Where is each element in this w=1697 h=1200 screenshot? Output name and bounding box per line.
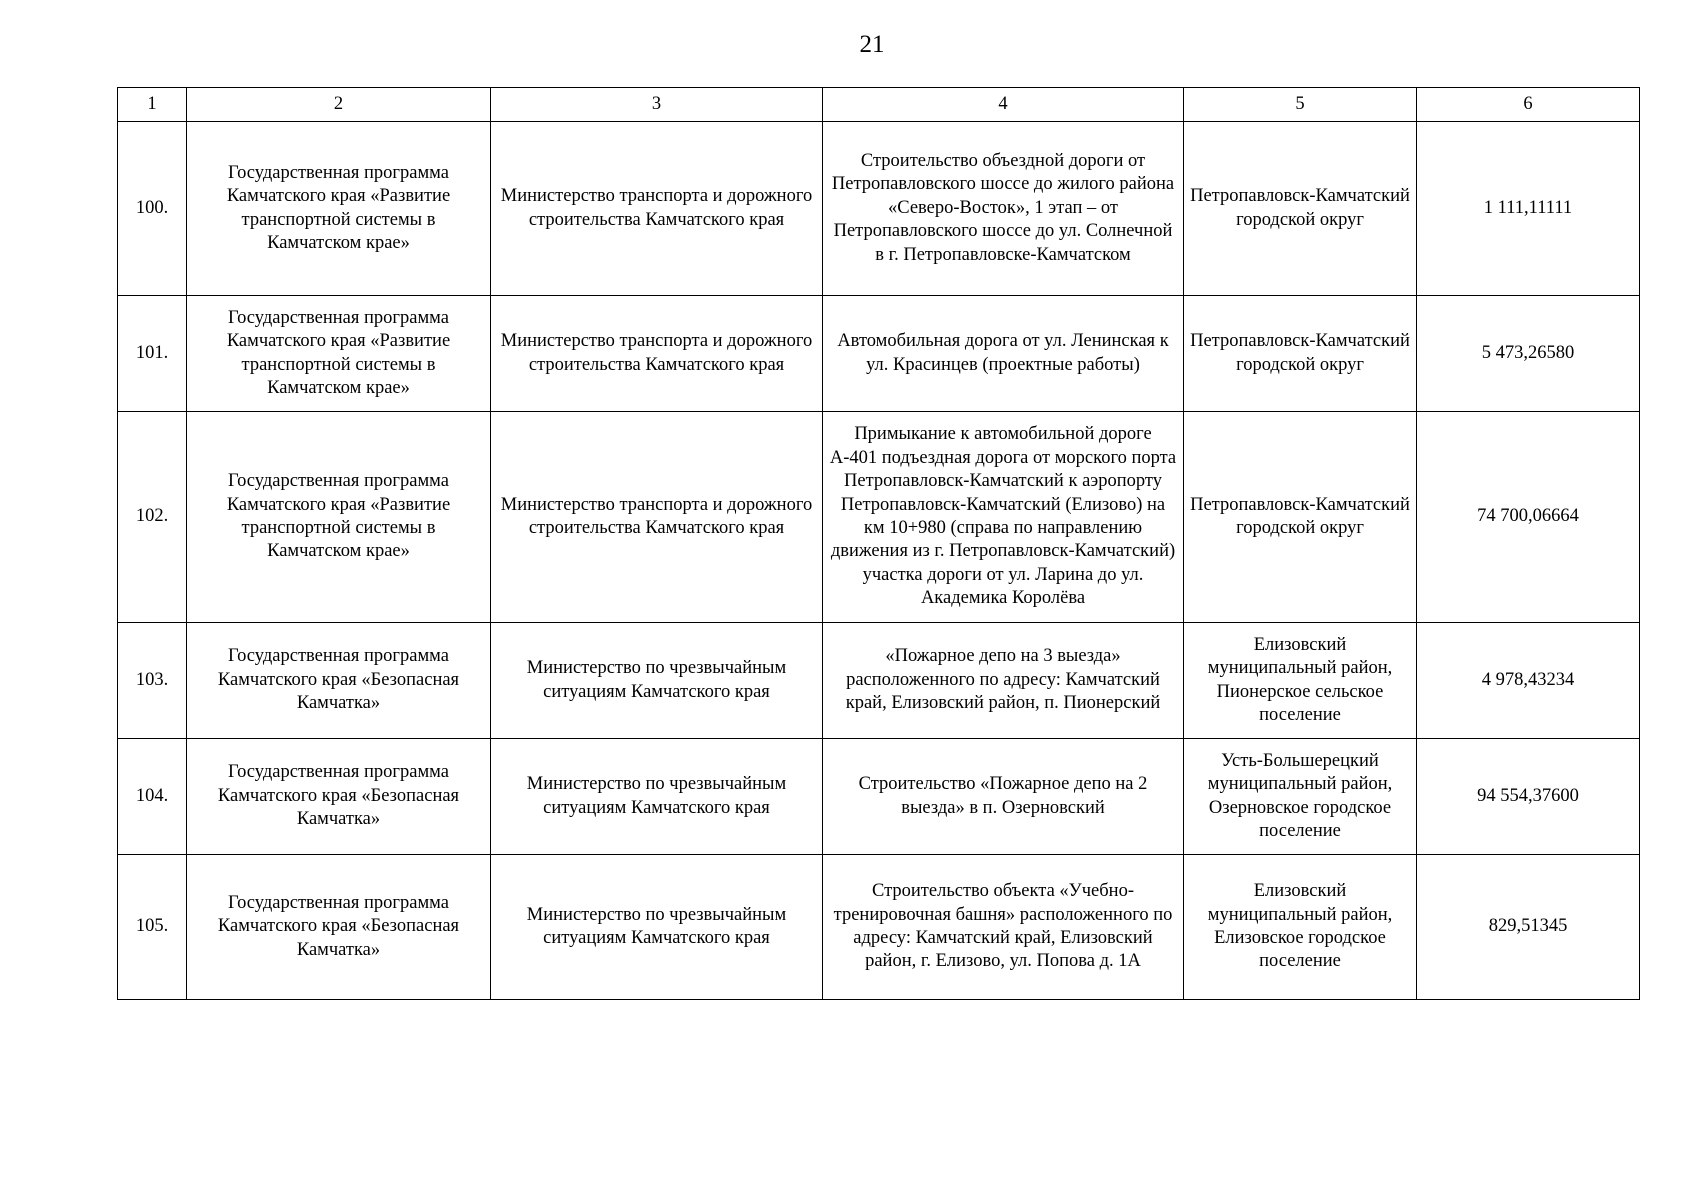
municipality-cell: Петропавловск-Камчатский городской округ	[1184, 296, 1417, 412]
row-number: 103.	[118, 623, 187, 739]
page-number: 21	[859, 31, 885, 58]
ministry-cell: Министерство транспорта и дорожного строительства Камчатского края	[491, 122, 823, 296]
municipality-cell: Петропавловск-Камчатский городской округ	[1184, 122, 1417, 296]
object-cell: Примыкание к автомобильной дороге А-401 подъездная дорога от морского порта Петропавловск-Камчатский к аэропорту Петропавловск-Камчатский (Елизово) на км 10+980 (справа по направлению движения из г. Петропавловск-Камчатский) участка дороги от ул. Ларина до ул. Академика Королёва	[823, 412, 1184, 623]
column-header: 6	[1417, 88, 1640, 122]
column-header: 3	[491, 88, 823, 122]
row-number: 105.	[118, 855, 187, 1000]
column-header: 1	[118, 88, 187, 122]
amount-cell: 94 554,37600	[1417, 739, 1640, 855]
ministry-cell: Министерство транспорта и дорожного строительства Камчатского края	[491, 296, 823, 412]
column-header: 5	[1184, 88, 1417, 122]
object-cell: Строительство «Пожарное депо на 2 выезда» в п. Озерновский	[823, 739, 1184, 855]
program-cell: Государственная программа Камчатского края «Развитие транспортной системы в Камчатском крае»	[187, 296, 491, 412]
program-cell: Государственная программа Камчатского края «Безопасная Камчатка»	[187, 623, 491, 739]
table-row	[118, 122, 1640, 296]
ministry-cell: Министерство по чрезвычайным ситуациям Камчатского края	[491, 855, 823, 1000]
amount-cell: 829,51345	[1417, 855, 1640, 1000]
ministry-cell: Министерство по чрезвычайным ситуациям Камчатского края	[491, 739, 823, 855]
program-cell: Государственная программа Камчатского края «Развитие транспортной системы в Камчатском крае»	[187, 412, 491, 623]
row-number: 102.	[118, 412, 187, 623]
row-number: 100.	[118, 122, 187, 296]
municipality-cell: Петропавловск-Камчатский городской округ	[1184, 412, 1417, 623]
object-cell: Строительство объездной дороги от Петропавловского шоссе до жилого района «Северо-Восток», 1 этап – от Петропавловского шоссе до ул. Солнечной в г. Петропавловске-Камчатском	[823, 122, 1184, 296]
object-cell: «Пожарное депо на 3 выезда» расположенного по адресу: Камчатский край, Елизовский район, п. Пионерский	[823, 623, 1184, 739]
table-row	[118, 296, 1640, 412]
amount-cell: 4 978,43234	[1417, 623, 1640, 739]
ministry-cell: Министерство по чрезвычайным ситуациям Камчатского края	[491, 623, 823, 739]
column-header: 4	[823, 88, 1184, 122]
projects-table	[117, 87, 1640, 1000]
municipality-cell: Елизовский муниципальный район, Елизовское городское поселение	[1184, 855, 1417, 1000]
object-cell: Строительство объекта «Учебно-тренировочная башня» расположенного по адресу: Камчатский край, Елизовский район, г. Елизово, ул. Попова д. 1А	[823, 855, 1184, 1000]
ministry-cell: Министерство транспорта и дорожного строительства Камчатского края	[491, 412, 823, 623]
amount-cell: 74 700,06664	[1417, 412, 1640, 623]
program-cell: Государственная программа Камчатского края «Развитие транспортной системы в Камчатском крае»	[187, 122, 491, 296]
table-header-row	[118, 88, 1640, 122]
table-row	[118, 855, 1640, 1000]
row-number: 101.	[118, 296, 187, 412]
municipality-cell: Елизовский муниципальный район, Пионерское сельское поселение	[1184, 623, 1417, 739]
table-row	[118, 739, 1640, 855]
amount-cell: 1 111,11111	[1417, 122, 1640, 296]
object-cell: Автомобильная дорога от ул. Ленинская к ул. Красинцев (проектные работы)	[823, 296, 1184, 412]
program-cell: Государственная программа Камчатского края «Безопасная Камчатка»	[187, 855, 491, 1000]
program-cell: Государственная программа Камчатского края «Безопасная Камчатка»	[187, 739, 491, 855]
amount-cell: 5 473,26580	[1417, 296, 1640, 412]
row-number: 104.	[118, 739, 187, 855]
municipality-cell: Усть-Большерецкий муниципальный район, Озерновское городское поселение	[1184, 739, 1417, 855]
column-header: 2	[187, 88, 491, 122]
table-row	[118, 623, 1640, 739]
table-row	[118, 412, 1640, 623]
